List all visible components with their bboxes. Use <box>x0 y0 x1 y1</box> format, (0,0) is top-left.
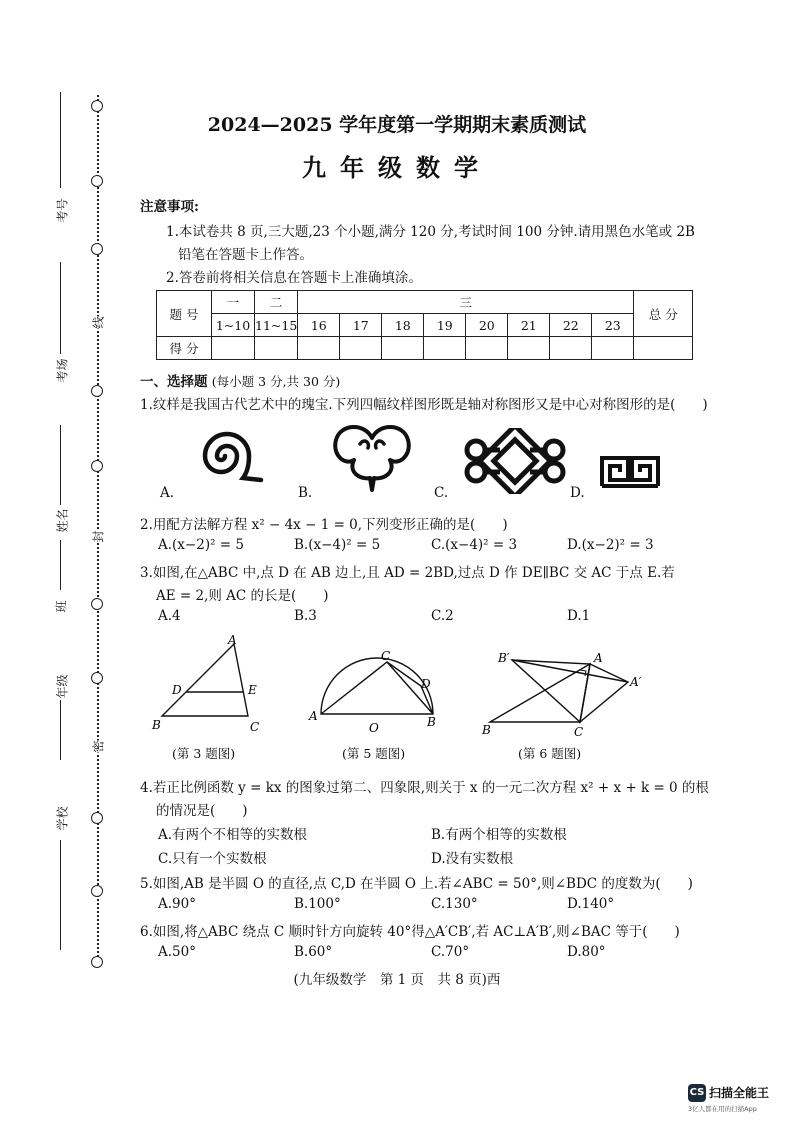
side-underline <box>60 840 61 950</box>
q2-stem: 2.用配方法解方程 x² − 4x − 1 = 0,下列变形正确的是( ) <box>140 517 508 533</box>
score-table-total: 总 分 <box>634 291 693 337</box>
fig6-label: B <box>482 723 491 737</box>
notice-item: 1.本试卷共 8 页,三大题,23 个小题,满分 120 分,考试时间 100 分钟.请用黑色水笔或 2B <box>166 224 695 240</box>
score-table-row-label: 题 号 <box>157 291 212 337</box>
q5-option-a[interactable]: A.90° <box>158 896 196 912</box>
score-table-row-label: 得 分 <box>157 337 212 360</box>
q3-option-b[interactable]: B.3 <box>294 608 317 624</box>
scanner-tagline: 3亿人都在用的扫描App <box>688 1105 757 1113</box>
q4-option-b[interactable]: B.有两个相等的实数根 <box>431 827 567 843</box>
binding-hole <box>91 885 103 897</box>
fig6-label: C <box>574 725 584 739</box>
q5-option-c[interactable]: C.130° <box>431 896 478 912</box>
fig3-label: C <box>250 720 260 734</box>
scanner-app-name: 扫描全能王 <box>709 1086 770 1100</box>
fret-pattern-image <box>598 454 662 490</box>
q3-stem: 3.如图,在△ABC 中,点 D 在 AB 边上,且 AD = 2BD,过点 D 作 DE∥BC 交 AC 于点 E.若 <box>140 565 675 581</box>
exam-title: 2024—2025 学年度第一学期期末素质测试 <box>207 114 587 136</box>
score-table-range: 20 <box>466 314 508 337</box>
side-label-grade: 年级 <box>55 674 70 699</box>
side-underline <box>60 700 61 760</box>
q4-stem: 的情况是( ) <box>156 803 248 819</box>
figure-5-caption: (第 5 题图) <box>342 746 406 761</box>
binding-hole <box>91 672 103 684</box>
score-cell <box>466 337 508 360</box>
side-label-school: 学校 <box>55 806 70 831</box>
binding-hole <box>91 460 103 472</box>
score-table-range: 18 <box>382 314 424 337</box>
q4-stem: 4.若正比例函数 y = kx 的图象过第二、四象限,则关于 x 的一元二次方程 x² + x + k = 0 的根 <box>140 780 709 796</box>
q1-option-c[interactable]: C. <box>434 485 449 501</box>
side-underline <box>60 425 61 505</box>
score-table-range: 22 <box>550 314 592 337</box>
q3-option-c[interactable]: C.2 <box>431 608 454 624</box>
fig3-label: E <box>248 683 257 697</box>
q1-stem: 1.纹样是我国古代艺术中的瑰宝.下列四幅纹样图形既是轴对称图形又是中心对称图形的是( ) <box>140 397 708 413</box>
binding-hole <box>91 243 103 255</box>
q4-option-d[interactable]: D.没有实数根 <box>431 851 514 867</box>
score-cell <box>255 337 298 360</box>
binding-char-seal: 封 <box>91 530 106 543</box>
q3-stem: AE = 2,则 AC 的长是( ) <box>156 588 329 604</box>
notice-heading: 注意事项: <box>140 199 199 215</box>
fig6-label: A′ <box>630 675 642 689</box>
q1-option-b[interactable]: B. <box>298 485 313 501</box>
score-cell <box>424 337 466 360</box>
score-cell <box>508 337 550 360</box>
q2-option-b[interactable]: B.(x−4)² = 5 <box>294 537 381 553</box>
q5-stem: 5.如图,AB 是半圆 O 的直径,点 C,D 在半圆 O 上.若∠ABC = 50°,则∠BDC 的度数为( ) <box>140 876 693 892</box>
score-cell <box>212 337 255 360</box>
q6-stem: 6.如图,将△ABC 绕点 C 顺时针方向旋转 40°得△A′CB′,若 AC⊥A′B′,则∠BAC 等于( ) <box>140 924 680 940</box>
figure-6-caption: (第 6 题图) <box>518 746 582 761</box>
fig6-label: A <box>594 651 603 665</box>
binding-hole <box>91 598 103 610</box>
binding-char-line: 线 <box>91 316 106 329</box>
fig5-label: D <box>421 677 431 691</box>
binding-hole <box>91 385 103 397</box>
notice-item: 2.答卷前将相关信息在答题卡上准确填涂。 <box>166 270 422 286</box>
knot-pattern-image <box>460 428 570 494</box>
section-heading <box>140 370 340 390</box>
side-label-class: 班 <box>54 600 69 613</box>
q1-option-d[interactable]: D. <box>570 485 585 501</box>
score-cell <box>382 337 424 360</box>
page-footer: (九年级数学 第 1 页 共 8 页)西 <box>293 972 501 988</box>
section-title: 一、选择题 <box>140 374 208 390</box>
fig6-label: B′ <box>498 651 510 665</box>
score-table-section: 三 <box>298 291 634 314</box>
q2-option-a[interactable]: A.(x−2)² = 5 <box>158 537 244 553</box>
q4-option-c[interactable]: C.只有一个实数根 <box>158 851 267 867</box>
q6-option-d[interactable]: D.80° <box>567 944 606 960</box>
score-table-range: 21 <box>508 314 550 337</box>
fig3-label: A <box>228 633 237 647</box>
figure-6-rotation <box>478 646 653 741</box>
q3-option-d[interactable]: D.1 <box>567 608 591 624</box>
fig3-label: B <box>152 718 161 732</box>
score-table <box>156 290 693 360</box>
score-cell <box>340 337 382 360</box>
q6-option-a[interactable]: A.50° <box>158 944 196 960</box>
score-table-range: 17 <box>340 314 382 337</box>
figure-3-caption: (第 3 题图) <box>172 746 236 761</box>
side-underline <box>60 540 61 590</box>
fig5-label: B <box>427 715 436 729</box>
spiral-pattern-image <box>185 420 265 488</box>
score-cell <box>634 337 693 360</box>
figure-3-triangle <box>148 632 268 737</box>
score-table-range: 1~10 <box>212 314 255 337</box>
scanner-logo-icon: CS <box>688 1084 706 1102</box>
score-cell <box>298 337 340 360</box>
q5-option-d[interactable]: D.140° <box>567 896 615 912</box>
q1-option-a[interactable]: A. <box>160 485 175 501</box>
q2-option-d[interactable]: D.(x−2)² = 3 <box>567 537 654 553</box>
q5-option-b[interactable]: B.100° <box>294 896 341 912</box>
q3-option-a[interactable]: A.4 <box>158 608 181 624</box>
fig5-label: C <box>381 649 391 663</box>
score-cell <box>592 337 634 360</box>
notice-item: 铅笔在答题卡上作答。 <box>178 247 313 263</box>
binding-hole <box>91 812 103 824</box>
q2-option-c[interactable]: C.(x−4)² = 3 <box>431 537 518 553</box>
q6-option-c[interactable]: C.70° <box>431 944 470 960</box>
binding-char-secret: 密 <box>91 740 106 753</box>
side-label-exam-room: 考场 <box>55 358 70 383</box>
fig5-label: A <box>309 709 318 723</box>
q4-option-a[interactable]: A.有两个不相等的实数根 <box>158 827 308 843</box>
q6-option-b[interactable]: B.60° <box>294 944 333 960</box>
fig5-label: O <box>369 721 379 735</box>
binding-hole <box>91 956 103 968</box>
figure-5-semicircle <box>305 648 445 740</box>
exam-subtitle: 九年级数学 <box>302 153 492 182</box>
cloud-pattern-image <box>330 420 415 492</box>
score-table-range: 19 <box>424 314 466 337</box>
score-cell <box>550 337 592 360</box>
score-table-range: 11~15 <box>255 314 298 337</box>
side-label-exam-number: 考号 <box>55 198 70 223</box>
section-note: (每小题 3 分,共 30 分) <box>211 374 341 389</box>
score-table-section: 二 <box>255 291 298 314</box>
score-table-section: 一 <box>212 291 255 314</box>
side-label-name: 姓名 <box>55 508 70 533</box>
side-underline <box>60 262 61 354</box>
fig3-label: D <box>172 683 182 697</box>
score-table-range: 16 <box>298 314 340 337</box>
score-table-range: 23 <box>592 314 634 337</box>
